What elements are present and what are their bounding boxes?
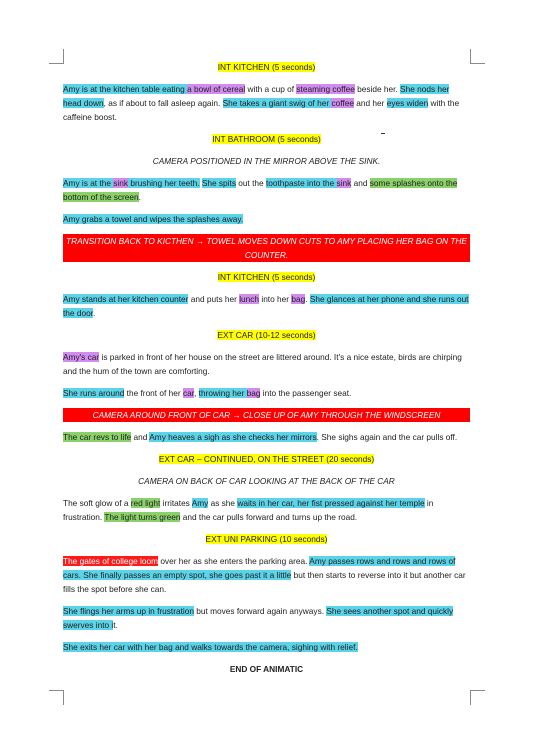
text-run: The soft glow of a [63,498,131,508]
text-run: lunch [239,294,260,304]
text-run: She exits her car with her bag and walks towards the camera, sighing with relief. [63,642,358,652]
text-run: Amy's car [63,352,100,362]
action-paragraph [63,640,470,654]
text-run: Amy stands at her kitchen counter [63,294,189,304]
scene-heading [63,532,470,546]
text-run: She nods her head down [63,84,450,108]
text-run: car [182,388,195,398]
scene-heading [63,452,470,466]
action-paragraph [63,554,470,596]
text-run: TRANSITION BACK TO KICTHEN → TOWEL MOVES DOWN CUTS TO AMY PLACING HER BAG ON THE COUNTER. [66,236,467,260]
text-run: toothpaste into the [265,178,337,188]
text-run: out the [235,178,266,188]
end-marker [63,662,470,676]
scene-heading [63,270,470,284]
text-run: a bowl of cereal [187,84,246,94]
text-run: as she [208,498,238,508]
action-paragraph [63,82,470,124]
text-run: and [351,178,370,188]
text-run: Amy is at the [63,178,114,188]
text-run: but moves forward again anyways. [193,606,327,616]
action-paragraph [63,496,470,524]
text-run: END OF ANIMATIC [229,664,304,674]
text-run: CAMERA ON BACK OF CAR LOOKING AT THE BACK OF THE CAR [138,476,395,486]
text-run: and puts her [188,294,240,304]
text-run: beside her. [354,84,401,94]
action-paragraph [63,604,470,632]
scene-heading [63,132,470,146]
camera-direction [63,474,470,488]
transition-banner [63,234,470,262]
crop-mark-top-right [470,49,485,64]
text-run: coffee [331,98,354,108]
text-run: INT KITCHEN (5 seconds) [217,62,316,72]
text-run: Amy heaves a sigh as she checks her mirrors [149,432,317,442]
text-run: sink [336,178,352,188]
text-run: bag [246,388,261,398]
text-run: Amy [191,498,209,508]
text-run: into the passenger seat. [260,388,352,398]
text-run: with the caffeine boost. [63,98,460,122]
text-run: t. [113,620,118,630]
document-body [63,60,470,684]
text-run: The light turns green [104,512,181,522]
text-run: The gates of college loom [63,556,159,566]
text-run: INT BATHROOM (5 seconds) [212,134,321,144]
transition-banner-box [63,234,470,262]
text-run: in frustration. [63,498,434,522]
text-run: steaming coffee [296,84,355,94]
text-run: . She sighs again and the car pulls off. [316,432,458,442]
text-run: , as if about to fall asleep again. [103,98,223,108]
text-run: with a cup of [245,84,297,94]
text-run: irritates [160,498,192,508]
text-run: bag [291,294,306,304]
text-run: Amy passes rows and rows and rows of cars. She finally passes an empty spot, she goes past it a little [63,556,456,580]
text-run: and her [353,98,387,108]
text-run: EXT CAR (10-12 seconds) [217,330,316,340]
text-run: INT KITCHEN (5 seconds) [217,272,316,282]
text-run: brushing her teeth. [128,178,200,188]
text-run: . [138,192,141,202]
text-run: Amy grabs a towel and wipes the splashes away. [63,214,244,224]
text-run: eyes widen [386,98,429,108]
text-run: . [93,308,96,318]
crop-mark-bottom-left [49,690,64,705]
text-run: throwing her [198,388,247,398]
camera-direction [63,154,470,168]
text-run: into her [259,294,292,304]
text-run: red light [130,498,161,508]
text-run: and [131,432,150,442]
text-run: She flings her arms up in frustration [63,606,194,616]
text-run: some splashes onto the bottom of the screen [63,178,458,202]
transition-banner [63,408,470,422]
scene-heading [63,60,470,74]
action-paragraph [63,430,470,444]
action-paragraph [63,212,470,226]
text-run: sink [113,178,129,188]
text-run: She spits [201,178,236,188]
text-run: She takes a giant swig of her [222,98,332,108]
action-paragraph [63,386,470,400]
scene-heading [63,328,470,342]
transition-banner-box [63,408,470,422]
text-run: waits in her car, her fist pressed against her temple [237,498,425,508]
text-run: She glances at her phone and she runs out the door [63,294,469,318]
action-paragraph [63,176,470,204]
text-run: and the car pulls forward and turns up the road. [180,512,358,522]
action-paragraph [63,292,470,320]
text-run: The car revs to life [63,432,132,442]
text-run: CAMERA AROUND FRONT OF CAR → CLOSE UP OF AMY THROUGH THE WINDSCREEN [92,410,441,420]
crop-mark-bottom-right [470,690,485,705]
text-run: , [194,388,199,398]
text-run: CAMERA POSITIONED IN THE MIRROR ABOVE THE SINK. [152,156,381,166]
text-run: . [305,294,310,304]
text-run: the front of her [124,388,183,398]
text-run: EXT CAR – CONTINUED, ON THE STREET (20 seconds) [158,454,375,464]
text-run: Amy is at the kitchen table eating [63,84,188,94]
text-run: She sees another spot and quickly swerves into i [63,606,454,630]
text-run: over her as she enters the parking area. [158,556,310,566]
action-paragraph [63,350,470,378]
text-run: is parked in front of her house on the street are littered around. It's a nice estate, birds are chirping and the hum of the town are comforting. [63,352,462,376]
crop-mark-top-left [49,49,64,64]
text-run: She runs around [63,388,125,398]
text-run: EXT UNI PARKING (10 seconds) [205,534,328,544]
text-run: but then starts to reverse into it but another car fills the spot before she can. [63,570,466,594]
